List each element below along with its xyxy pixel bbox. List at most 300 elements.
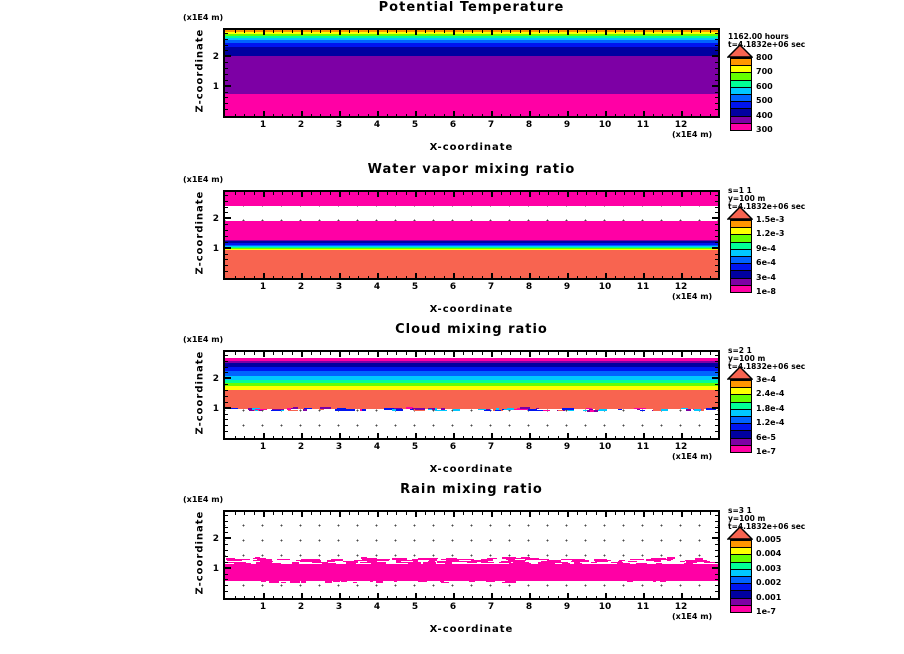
color-band [225, 248, 718, 249]
noise-dash [271, 410, 281, 411]
plot-area [223, 190, 720, 280]
left-y-tick [225, 45, 228, 46]
right-y-tick [715, 367, 718, 368]
x-tick-label: 2 [297, 120, 305, 130]
bottom-x-tick [510, 114, 511, 117]
panel-title: Water vapor mixing ratio [367, 162, 576, 177]
right-y-tick [715, 103, 718, 104]
colorbar-segment [731, 590, 751, 597]
bottom-x-tick [558, 596, 559, 599]
colorbar-segment [731, 562, 751, 569]
noise-dash [428, 561, 435, 563]
bottom-x-tick [567, 273, 569, 278]
colorbar-segment [731, 569, 751, 576]
bottom-x-tick [254, 114, 255, 117]
noise-dash [618, 409, 621, 410]
right-y-tick [712, 217, 718, 219]
bottom-x-tick [586, 436, 587, 439]
left-y-tick [225, 92, 228, 93]
top-x-tick [662, 192, 663, 195]
noise-dash [376, 581, 384, 583]
x-tick-label: 5 [411, 120, 419, 130]
right-y-tick [715, 515, 718, 516]
left-y-tick [225, 201, 228, 202]
right-y-tick [715, 402, 718, 403]
colorbar-header-line: s=2 1 [728, 346, 752, 355]
top-x-tick [662, 352, 663, 355]
bottom-x-tick [710, 436, 711, 439]
color-band [225, 241, 718, 243]
top-x-tick [387, 30, 388, 33]
x-tick-label: 8 [525, 120, 533, 130]
color-band [225, 358, 718, 360]
top-x-tick [282, 352, 283, 355]
top-x-tick [415, 512, 417, 517]
bottom-x-tick [311, 596, 312, 599]
right-y-tick [715, 361, 718, 362]
bottom-x-tick [235, 114, 236, 117]
bottom-x-tick [577, 596, 578, 599]
noise-dash [501, 561, 512, 562]
colorbar [730, 57, 752, 131]
bottom-x-tick [453, 273, 455, 278]
top-x-tick [548, 30, 549, 33]
bottom-x-tick [377, 111, 379, 116]
top-x-tick [577, 352, 578, 355]
colorbar-header-line: y=100 m [728, 354, 766, 363]
colorbar-segment [731, 58, 751, 65]
color-band [225, 243, 718, 245]
left-y-tick [225, 103, 228, 104]
top-x-tick [415, 352, 417, 357]
noise-dash [354, 560, 367, 561]
bottom-x-tick [681, 111, 683, 116]
noise-dash [601, 560, 608, 562]
x-tick-label: 7 [487, 602, 495, 612]
bottom-x-tick [387, 436, 388, 439]
x-tick-label: 3 [335, 282, 343, 292]
top-x-tick [349, 30, 350, 33]
bottom-x-tick [615, 596, 616, 599]
x-tick-label: 1 [259, 602, 267, 612]
bottom-x-tick [339, 593, 341, 598]
bottom-x-tick [320, 114, 321, 117]
bottom-x-tick [510, 596, 511, 599]
colorbar-segment [731, 402, 751, 409]
bottom-x-tick [482, 276, 483, 279]
left-y-tick [225, 425, 228, 426]
noise-dash [478, 409, 486, 410]
top-x-tick [472, 30, 473, 33]
x-tick-label: 8 [525, 282, 533, 292]
bottom-x-tick [472, 596, 473, 599]
top-x-tick [330, 192, 331, 195]
right-y-tick [715, 33, 718, 34]
top-x-tick [567, 352, 569, 357]
noise-dash [340, 410, 350, 411]
x-tick-label: 2 [297, 442, 305, 452]
noise-dash [654, 560, 661, 562]
top-x-tick [330, 352, 331, 355]
top-x-tick [339, 30, 341, 35]
top-x-tick [520, 30, 521, 33]
bottom-x-tick [510, 436, 511, 439]
noise-dash [288, 410, 297, 411]
noise-dash [487, 581, 495, 582]
colorbar-label: 3e-4 [756, 375, 776, 384]
colorbar-segment [731, 116, 751, 123]
top-x-tick [235, 352, 236, 355]
top-x-tick [672, 352, 673, 355]
left-y-tick [225, 97, 228, 98]
bottom-x-tick [586, 276, 587, 279]
left-y-tick [225, 384, 228, 385]
bottom-x-tick [282, 276, 283, 279]
top-x-tick [453, 512, 455, 517]
top-x-tick [254, 30, 255, 33]
top-x-tick [653, 192, 654, 195]
bottom-x-tick [235, 436, 236, 439]
top-x-tick [615, 352, 616, 355]
bottom-x-tick [301, 433, 303, 438]
left-y-tick [225, 39, 228, 40]
colorbar-segment [731, 256, 751, 263]
noise-dash [591, 562, 597, 563]
bottom-x-tick [700, 276, 701, 279]
noise-dash [362, 558, 377, 560]
color-band [225, 249, 718, 250]
top-x-tick [577, 512, 578, 515]
x-tick-label: 3 [335, 120, 343, 130]
top-x-tick [330, 512, 331, 515]
bottom-x-tick [472, 436, 473, 439]
x-axis-label: X-coordinate [429, 624, 514, 635]
top-x-tick [700, 512, 701, 515]
bottom-x-tick [520, 276, 521, 279]
colorbar-segment [731, 220, 751, 227]
left-y-tick [225, 521, 228, 522]
noise-dash [362, 409, 367, 411]
top-x-tick [624, 192, 625, 195]
y-axis-label: Z-coordinate [194, 510, 206, 595]
top-x-tick [263, 512, 265, 517]
top-x-tick [349, 352, 350, 355]
bottom-x-tick [691, 114, 692, 117]
noise-dash [686, 409, 692, 411]
noise-dash [317, 579, 323, 581]
bottom-x-tick [653, 436, 654, 439]
bottom-x-tick [615, 114, 616, 117]
right-y-tick [715, 390, 718, 391]
colorbar-segment [731, 65, 751, 72]
top-x-tick [710, 512, 711, 515]
noise-dash [325, 581, 332, 583]
bottom-x-tick [567, 433, 569, 438]
noise-dash [441, 582, 450, 583]
y-tick-label: 2 [212, 374, 219, 385]
bottom-x-tick [415, 593, 417, 598]
noise-dash [568, 410, 574, 412]
right-y-tick [712, 567, 718, 569]
colorbar-segment [731, 387, 751, 394]
colorbar-segment [731, 445, 751, 452]
colorbar-label: 1.5e-3 [756, 215, 785, 224]
bottom-x-tick [301, 593, 303, 598]
bottom-x-tick [358, 276, 359, 279]
top-x-tick [520, 352, 521, 355]
noise-dash [617, 563, 630, 564]
colorbar-segment [731, 108, 751, 115]
bottom-x-tick [244, 276, 245, 279]
colorbar-segment [731, 583, 751, 590]
top-x-tick [691, 192, 692, 195]
bottom-x-tick [710, 276, 711, 279]
noise-dash [618, 561, 622, 562]
x-tick-label: 6 [449, 282, 457, 292]
noise-dash [353, 582, 358, 584]
colorbar-header-line: y=100 m [728, 194, 766, 203]
top-x-tick [292, 30, 293, 33]
color-band [225, 36, 718, 38]
bottom-x-tick [596, 596, 597, 599]
top-x-tick [624, 30, 625, 33]
top-x-tick [586, 30, 587, 33]
top-x-tick [529, 512, 531, 517]
colorbar-label: 500 [756, 96, 773, 106]
top-x-tick [453, 352, 455, 357]
noise-dash [255, 557, 260, 559]
right-y-tick [715, 236, 718, 237]
top-x-tick [643, 352, 645, 357]
color-band [225, 246, 718, 247]
colorbar-label: 0.001 [756, 592, 782, 602]
bottom-x-tick [349, 114, 350, 117]
top-x-tick [634, 352, 635, 355]
bottom-x-tick [634, 436, 635, 439]
colorbar-label: 700 [756, 67, 773, 77]
top-x-tick [292, 512, 293, 515]
noise-dash [261, 580, 266, 582]
right-y-tick [715, 591, 718, 592]
top-x-tick [501, 512, 502, 515]
left-y-tick [225, 259, 228, 260]
top-x-tick [311, 352, 312, 355]
colorbar-segment [731, 123, 751, 130]
y-tick-label: 1 [212, 563, 219, 574]
top-x-tick [444, 352, 445, 355]
bottom-x-tick [700, 596, 701, 599]
noise-dash [346, 562, 356, 564]
right-y-tick [715, 419, 718, 420]
x-tick-label: 10 [598, 282, 612, 292]
colorbar-header-line: y=100 m [728, 514, 766, 523]
top-x-tick [586, 192, 587, 195]
noise-dash [509, 563, 523, 564]
bottom-x-tick [444, 436, 445, 439]
top-x-tick [520, 512, 521, 515]
top-x-tick [501, 30, 502, 33]
bottom-x-tick [624, 114, 625, 117]
y-tick-label: 1 [212, 81, 219, 92]
bottom-x-tick [396, 436, 397, 439]
bottom-x-tick [339, 273, 341, 278]
top-x-tick [586, 512, 587, 515]
bottom-x-tick [254, 596, 255, 599]
bottom-x-tick [273, 436, 274, 439]
bottom-x-tick [292, 436, 293, 439]
bottom-x-tick [434, 276, 435, 279]
noise-dash [484, 562, 493, 564]
x-axis-label: X-coordinate [429, 464, 514, 475]
top-x-tick [349, 192, 350, 195]
bottom-x-tick [358, 596, 359, 599]
bottom-x-tick [662, 596, 663, 599]
right-y-tick [715, 384, 718, 385]
colorbar-segment [731, 540, 751, 547]
bottom-x-tick [444, 114, 445, 117]
top-x-tick [567, 192, 569, 197]
colorbar-segment [731, 80, 751, 87]
noise-dash [236, 579, 245, 580]
color-band [225, 40, 718, 42]
colorbar-label: 1e-7 [756, 607, 776, 616]
noise-dash [630, 559, 644, 560]
bottom-x-tick [529, 111, 531, 116]
bottom-x-tick [596, 436, 597, 439]
noise-dash [277, 559, 290, 560]
colorbar-segment [731, 409, 751, 416]
top-x-tick [368, 512, 369, 515]
color-band [225, 363, 718, 367]
right-y-tick [715, 50, 718, 51]
bottom-x-tick [301, 111, 303, 116]
noise-dash [495, 410, 501, 411]
top-x-tick [624, 352, 625, 355]
left-y-tick [225, 407, 231, 409]
top-x-tick [634, 30, 635, 33]
bottom-x-tick [339, 433, 341, 438]
top-x-tick [691, 512, 692, 515]
top-x-tick [330, 30, 331, 33]
noise-dash [428, 409, 433, 410]
top-x-tick [710, 352, 711, 355]
noise-dash [684, 563, 693, 565]
bottom-x-tick [700, 114, 701, 117]
top-x-tick [415, 192, 417, 197]
right-y-tick [715, 109, 718, 110]
left-y-tick [225, 85, 231, 87]
x-axis-label: X-coordinate [429, 142, 514, 153]
noise-dash [667, 560, 672, 562]
bottom-x-tick [330, 596, 331, 599]
bottom-x-tick [368, 596, 369, 599]
top-x-tick [368, 352, 369, 355]
top-x-tick [615, 512, 616, 515]
colorbar-segment [731, 547, 751, 554]
top-x-tick [672, 30, 673, 33]
colorbar-header-line: s=1 1 [728, 186, 752, 195]
top-x-tick [377, 352, 379, 357]
noise-dash [287, 408, 291, 410]
right-y-tick [715, 259, 718, 260]
bottom-x-tick [330, 114, 331, 117]
top-x-tick [615, 192, 616, 195]
bottom-x-tick [482, 114, 483, 117]
bottom-x-tick [615, 436, 616, 439]
top-x-tick [501, 192, 502, 195]
top-x-tick [596, 192, 597, 195]
top-x-tick [320, 352, 321, 355]
bottom-x-tick [244, 436, 245, 439]
bottom-x-tick [520, 596, 521, 599]
top-x-tick [662, 30, 663, 33]
x-tick-label: 3 [335, 442, 343, 452]
colorbar-segment [731, 270, 751, 277]
bottom-x-tick [691, 276, 692, 279]
top-x-tick [339, 512, 341, 517]
noise-dash [292, 562, 299, 564]
top-x-tick [425, 512, 426, 515]
bottom-x-tick [368, 276, 369, 279]
bottom-x-tick [681, 433, 683, 438]
noise-dash [396, 409, 403, 411]
y-tick-label: 2 [212, 214, 219, 225]
top-x-tick [491, 192, 493, 197]
colorbar-segment [731, 554, 751, 561]
x-tick-label: 12 [674, 120, 688, 130]
noise-dash [639, 580, 648, 582]
bottom-x-tick [520, 114, 521, 117]
top-x-tick [254, 512, 255, 515]
left-y-tick [225, 527, 228, 528]
left-y-tick [225, 212, 228, 213]
bottom-x-tick [377, 593, 379, 598]
bottom-x-tick [349, 276, 350, 279]
y-tick-label: 1 [212, 243, 219, 254]
top-x-tick [282, 30, 283, 33]
color-band [225, 240, 718, 241]
right-y-tick [715, 68, 718, 69]
bottom-x-tick [320, 436, 321, 439]
top-x-tick [396, 352, 397, 355]
left-y-tick [225, 419, 228, 420]
noise-dash [408, 562, 421, 564]
right-y-tick [712, 55, 718, 57]
left-y-tick [225, 33, 228, 34]
colorbar-label: 1.2e-3 [756, 229, 785, 239]
noise-dash [274, 582, 278, 584]
top-x-tick [605, 192, 607, 197]
top-x-tick [681, 30, 683, 35]
noise-dash [627, 581, 634, 583]
noise-dash [233, 560, 242, 562]
bottom-x-tick [491, 111, 493, 116]
colorbar-segment [731, 438, 751, 445]
colorbar-label: 0.003 [756, 563, 782, 573]
color-band [225, 380, 718, 384]
colorbar-header-line: t=4.1832e+06 sec [728, 362, 806, 371]
left-y-tick [225, 242, 228, 243]
bottom-x-tick [529, 593, 531, 598]
top-x-tick [482, 192, 483, 195]
top-x-tick [691, 30, 692, 33]
top-x-tick [292, 352, 293, 355]
top-x-tick [273, 30, 274, 33]
top-x-tick [406, 352, 407, 355]
top-x-tick [311, 192, 312, 195]
top-x-tick [244, 192, 245, 195]
bottom-x-tick [349, 436, 350, 439]
